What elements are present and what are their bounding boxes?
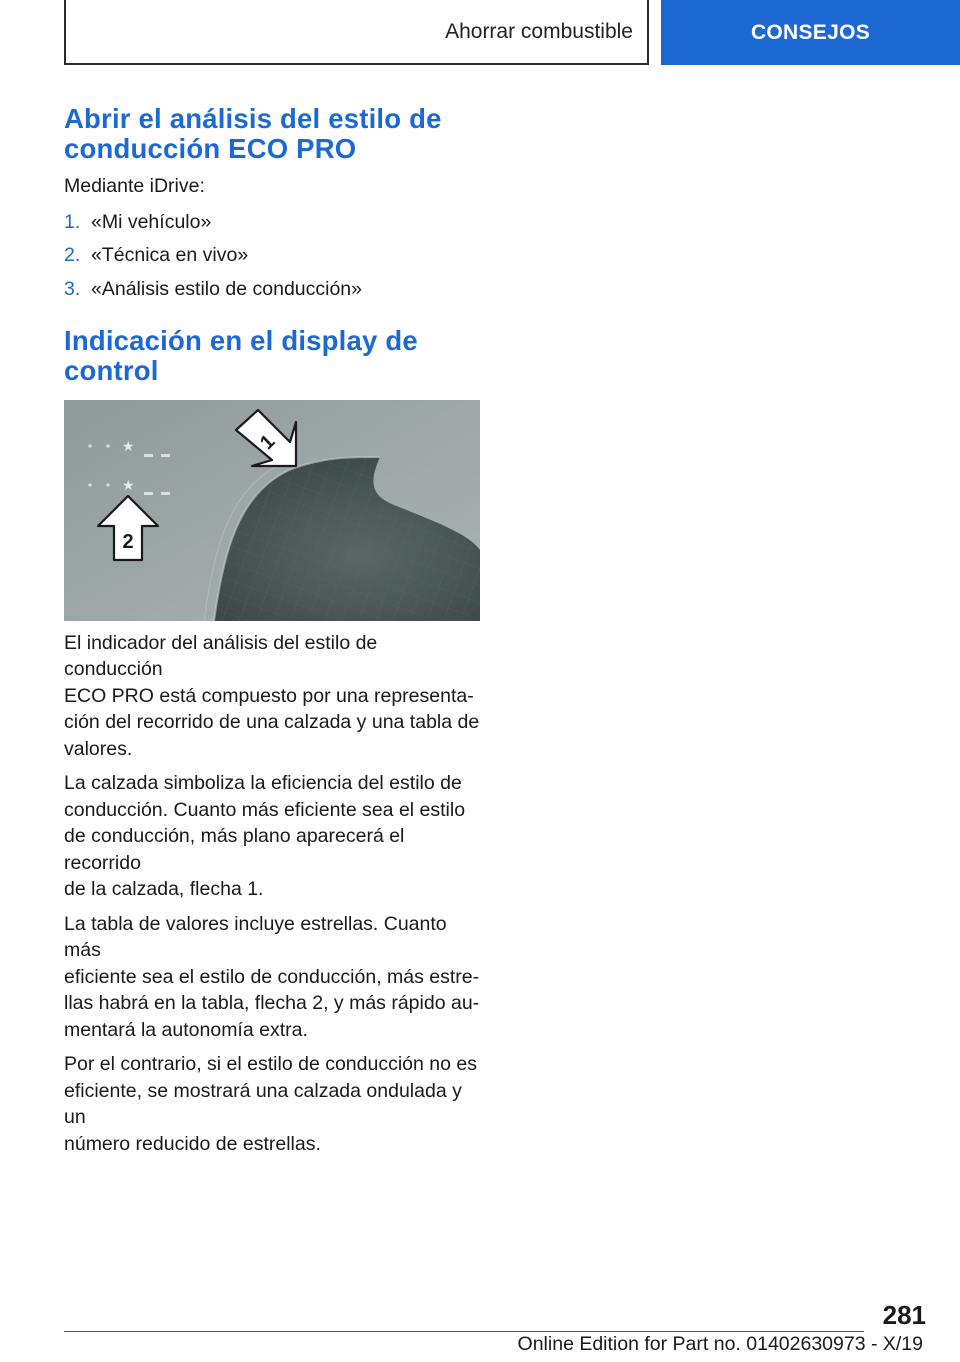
eco-pro-display-figure (64, 400, 480, 621)
heading-line: Indicación en el display de (64, 324, 418, 356)
text-line: de la calzada, flecha 1. (64, 878, 264, 900)
header-section-tab (64, 0, 649, 65)
step-item (64, 276, 480, 302)
step-text: «Mi vehículo» (91, 210, 212, 233)
text-line: de conducción, más plano aparecerá el recorrido (64, 825, 405, 874)
step-number: 1. (64, 210, 81, 233)
svg-text:★: ★ (122, 477, 135, 494)
text-line: eficiente, se mostrará una calzada ondulada y un (64, 1079, 462, 1128)
intro-text: Mediante iDrive: (64, 175, 205, 197)
section-heading-eco-pro (64, 104, 480, 164)
step-item (64, 242, 480, 268)
header-chapter-tab[interactable] (661, 0, 960, 65)
paragraph (64, 911, 480, 1044)
header-section-title: Ahorrar combustible (445, 19, 633, 43)
text-line: número reducido de estrellas. (64, 1132, 321, 1155)
text-line: La calzada simboliza la eficiencia del estilo de (64, 772, 462, 794)
footer-edition: Online Edition for Part no. 01402630973 - X/19 (517, 1333, 923, 1355)
text-line: La tabla de valores incluye estrellas. Cuanto más (64, 912, 447, 961)
text-line: valores. (64, 737, 133, 760)
heading-line: Abrir el análisis del estilo de (64, 103, 442, 134)
steps-list (64, 209, 480, 302)
text-line: ción del recorrido de una calzada y una tabla de (64, 711, 480, 733)
text-line: eficiente sea el estilo de conducción, más estre‐ (64, 965, 480, 988)
body-text (64, 630, 480, 1158)
content-column (64, 104, 480, 1165)
text-line: Por el contrario, si el estilo de conducción no es (64, 1053, 477, 1075)
page-number: 281 (882, 1300, 926, 1330)
step-number: 2. (64, 244, 81, 266)
svg-text:★: ★ (122, 438, 135, 455)
step-text: «Análisis estilo de conducción» (91, 277, 363, 300)
header-chapter-title: CONSEJOS (750, 20, 871, 44)
step-text: «Técnica en vivo» (91, 244, 249, 266)
paragraph (64, 630, 480, 763)
heading-line: control (64, 354, 159, 386)
footer-divider (64, 1331, 864, 1332)
text-line: ECO PRO está compuesto por una representa‐ (64, 684, 474, 707)
paragraph (64, 770, 480, 903)
callout-1-label: 1 (255, 430, 280, 454)
text-line: mentará la autonomía extra. (64, 1018, 308, 1041)
step-item (64, 209, 480, 235)
paragraph (64, 1051, 480, 1157)
heading-line: conducción ECO PRO (64, 133, 357, 164)
text-line: El indicador del análisis del estilo de conducción (64, 631, 378, 680)
callout-2-label: 2 (122, 530, 134, 553)
text-line: llas habrá en la tabla, flecha 2, y más rápido au‐ (64, 992, 480, 1014)
step-number: 3. (64, 277, 81, 300)
text-line: conducción. Cuanto más eficiente sea el estilo (64, 798, 466, 821)
section-heading-display (64, 326, 480, 386)
